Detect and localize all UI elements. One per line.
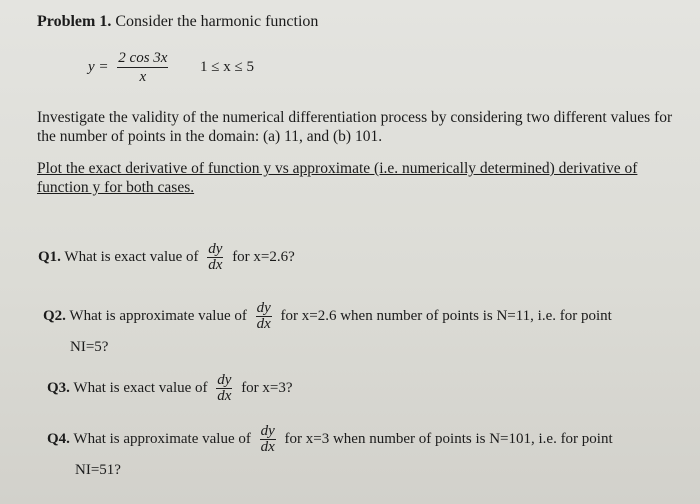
question-1 [38, 242, 295, 273]
question-text: What is approximate value of [73, 430, 251, 447]
question-label: Q4. [47, 430, 70, 447]
question-label: Q3. [47, 379, 70, 396]
derivative-fraction [260, 424, 276, 455]
derivative-numerator: dy [256, 300, 271, 316]
problem-intro: Consider the harmonic function [115, 13, 319, 30]
question-4 [47, 424, 613, 455]
function-denominator: x [139, 69, 147, 85]
derivative-denominator: dx [256, 316, 271, 332]
derivative-numerator: dy [260, 423, 275, 439]
problem-header [37, 13, 318, 31]
derivative-denominator: dx [208, 257, 223, 273]
question-tail: for x=3 when number of points is N=101, i.e. for point [284, 430, 613, 447]
question-4-continuation: NI=51? [75, 462, 121, 478]
question-3 [47, 373, 293, 404]
derivative-denominator: dx [260, 439, 275, 455]
function-fraction [117, 49, 168, 86]
question-tail: for x=3? [241, 379, 293, 396]
paragraph-investigate: Investigate the validity of the numerical differentiation process by considering two different values for the number of points in the domain: (a) 11, and (b) 101. [37, 109, 673, 145]
derivative-denominator: dx [217, 388, 232, 404]
question-label: Q1. [38, 248, 61, 265]
question-tail: for x=2.6 when number of points is N=11, i.e. for point [280, 307, 612, 324]
question-tail: for x=2.6? [232, 248, 295, 265]
derivative-fraction [256, 301, 272, 332]
question-2-continuation: NI=5? [70, 339, 109, 355]
question-text: What is exact value of [73, 379, 208, 396]
question-2 [43, 301, 612, 332]
derivative-numerator: dy [208, 241, 223, 257]
question-text: What is approximate value of [69, 307, 247, 324]
derivative-numerator: dy [217, 372, 232, 388]
question-text: What is exact value of [64, 248, 199, 265]
domain-range: 1 ≤ x ≤ 5 [200, 59, 254, 75]
paragraph-plot: Plot the exact derivative of function y vs approximate (i.e. numerically determined) derivative of function y for both cases. [37, 160, 638, 196]
function-equation [88, 49, 173, 86]
question-label: Q2. [43, 307, 66, 324]
derivative-fraction [207, 242, 223, 273]
function-numerator: 2 cos 3x [118, 50, 168, 66]
derivative-fraction [216, 373, 232, 404]
problem-label: Problem 1. [37, 13, 112, 30]
y-equals: y = [88, 59, 109, 75]
